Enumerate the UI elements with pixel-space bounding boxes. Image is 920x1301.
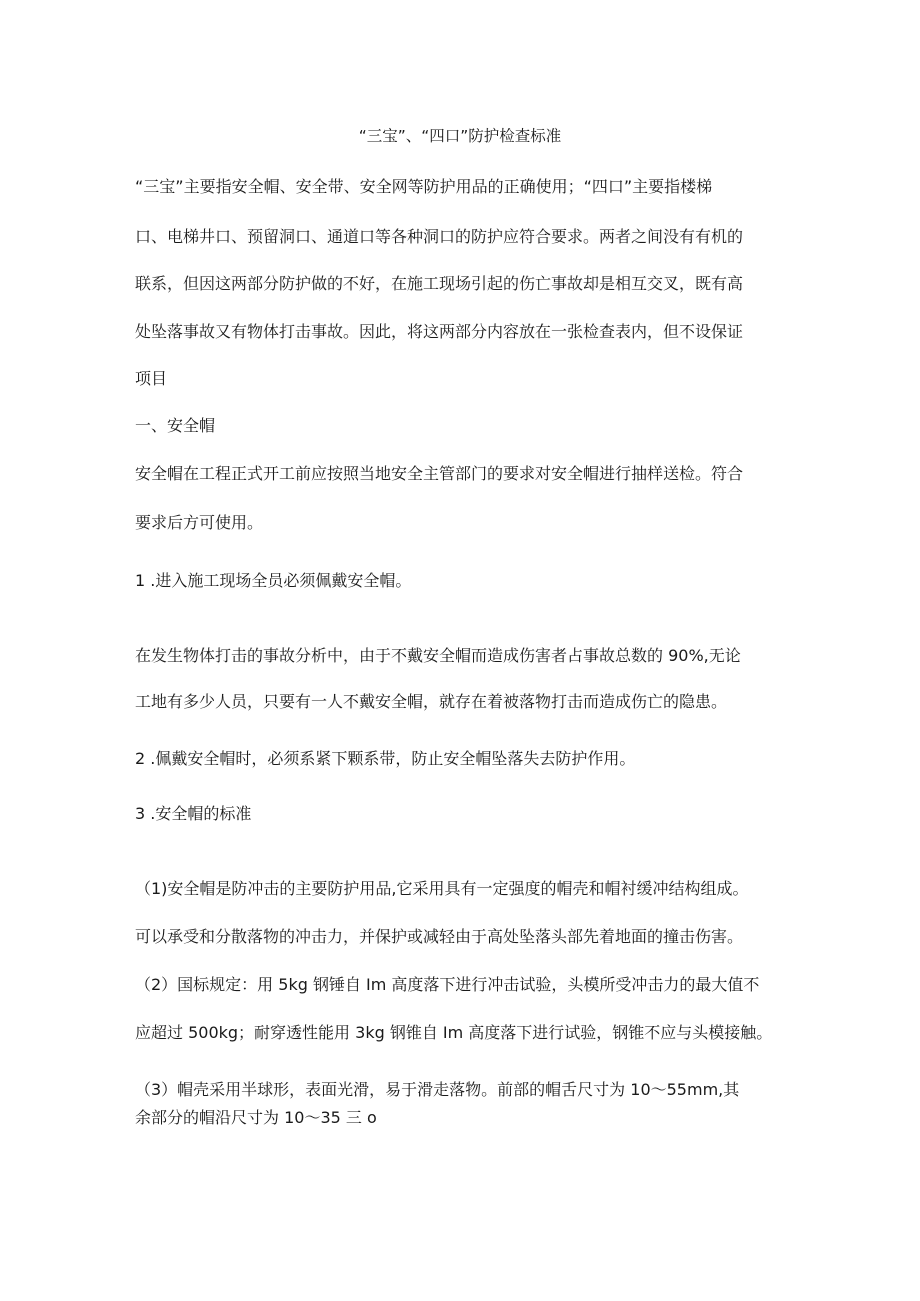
standard-3-line-1: （3）帽壳采用半球形，表面光滑，易于滑走落物。前部的帽舌尺寸为 10～55mm,其	[135, 1080, 740, 1099]
standard-3-line-2: 余部分的帽沿尺寸为 10～35 三 o	[135, 1108, 377, 1127]
item-1-detail-line-2: 工地有多少人员，只要有一人不戴安全帽，就存在着被落物打击而造成伤亡的隐患。	[135, 692, 728, 711]
intro-line-5: 项目	[135, 369, 168, 388]
intro-line-4: 处坠落事故又有物体打击事故。因此，将这两部分内容放在一张检查表内，但不设保证	[135, 322, 744, 341]
item-1: 1 .进入施工现场全员必须佩戴安全帽。	[135, 571, 412, 590]
item-2: 2 .佩戴安全帽时，必须系紧下颗系带，防止安全帽坠落失去防护作用。	[135, 749, 636, 768]
item-1-detail-line-1: 在发生物体打击的事故分析中，由于不戴安全帽而造成伤害者占事故总数的 90%,无论	[135, 646, 741, 665]
standard-1-line-2: 可以承受和分散落物的冲击力，并保护或减轻由于高处坠落头部先着地面的撞击伤害。	[135, 927, 744, 946]
document-title: “三宝”、“四口”防护检查标准	[358, 127, 562, 145]
intro-line-3: 联系，但因这两部分防护做的不好，在施工现场引起的伤亡事故却是相互交叉，既有高	[135, 274, 744, 293]
standard-2-line-1: （2）国标规定：用 5kg 钢锤自 Im 高度落下进行冲击试验，头模所受冲击力的最大值不	[135, 975, 760, 994]
section-heading: 一、安全帽	[135, 416, 216, 435]
section-intro-line-2: 要求后方可使用。	[135, 513, 264, 532]
intro-line-1: “三宝”主要指安全帽、安全带、安全网等防护用品的正确使用；“四口”主要指楼梯	[135, 177, 713, 196]
section-intro-line-1: 安全帽在工程正式开工前应按照当地安全主管部门的要求对安全帽进行抽样送检。符合	[135, 464, 744, 483]
item-3: 3 .安全帽的标准	[135, 804, 252, 823]
standard-1-line-1: （1)安全帽是防冲击的主要防护用品,它采用具有一定强度的帽壳和帽衬缓冲结构组成。	[135, 879, 749, 898]
standard-2-line-2: 应超过 500kg；耐穿透性能用 3kg 钢锥自 Im 高度落下进行试验，钢锥不应与头模接触。	[135, 1023, 773, 1042]
intro-line-2: 口、电梯井口、预留洞口、通道口等各种洞口的防护应符合要求。两者之间没有有机的	[135, 227, 744, 246]
